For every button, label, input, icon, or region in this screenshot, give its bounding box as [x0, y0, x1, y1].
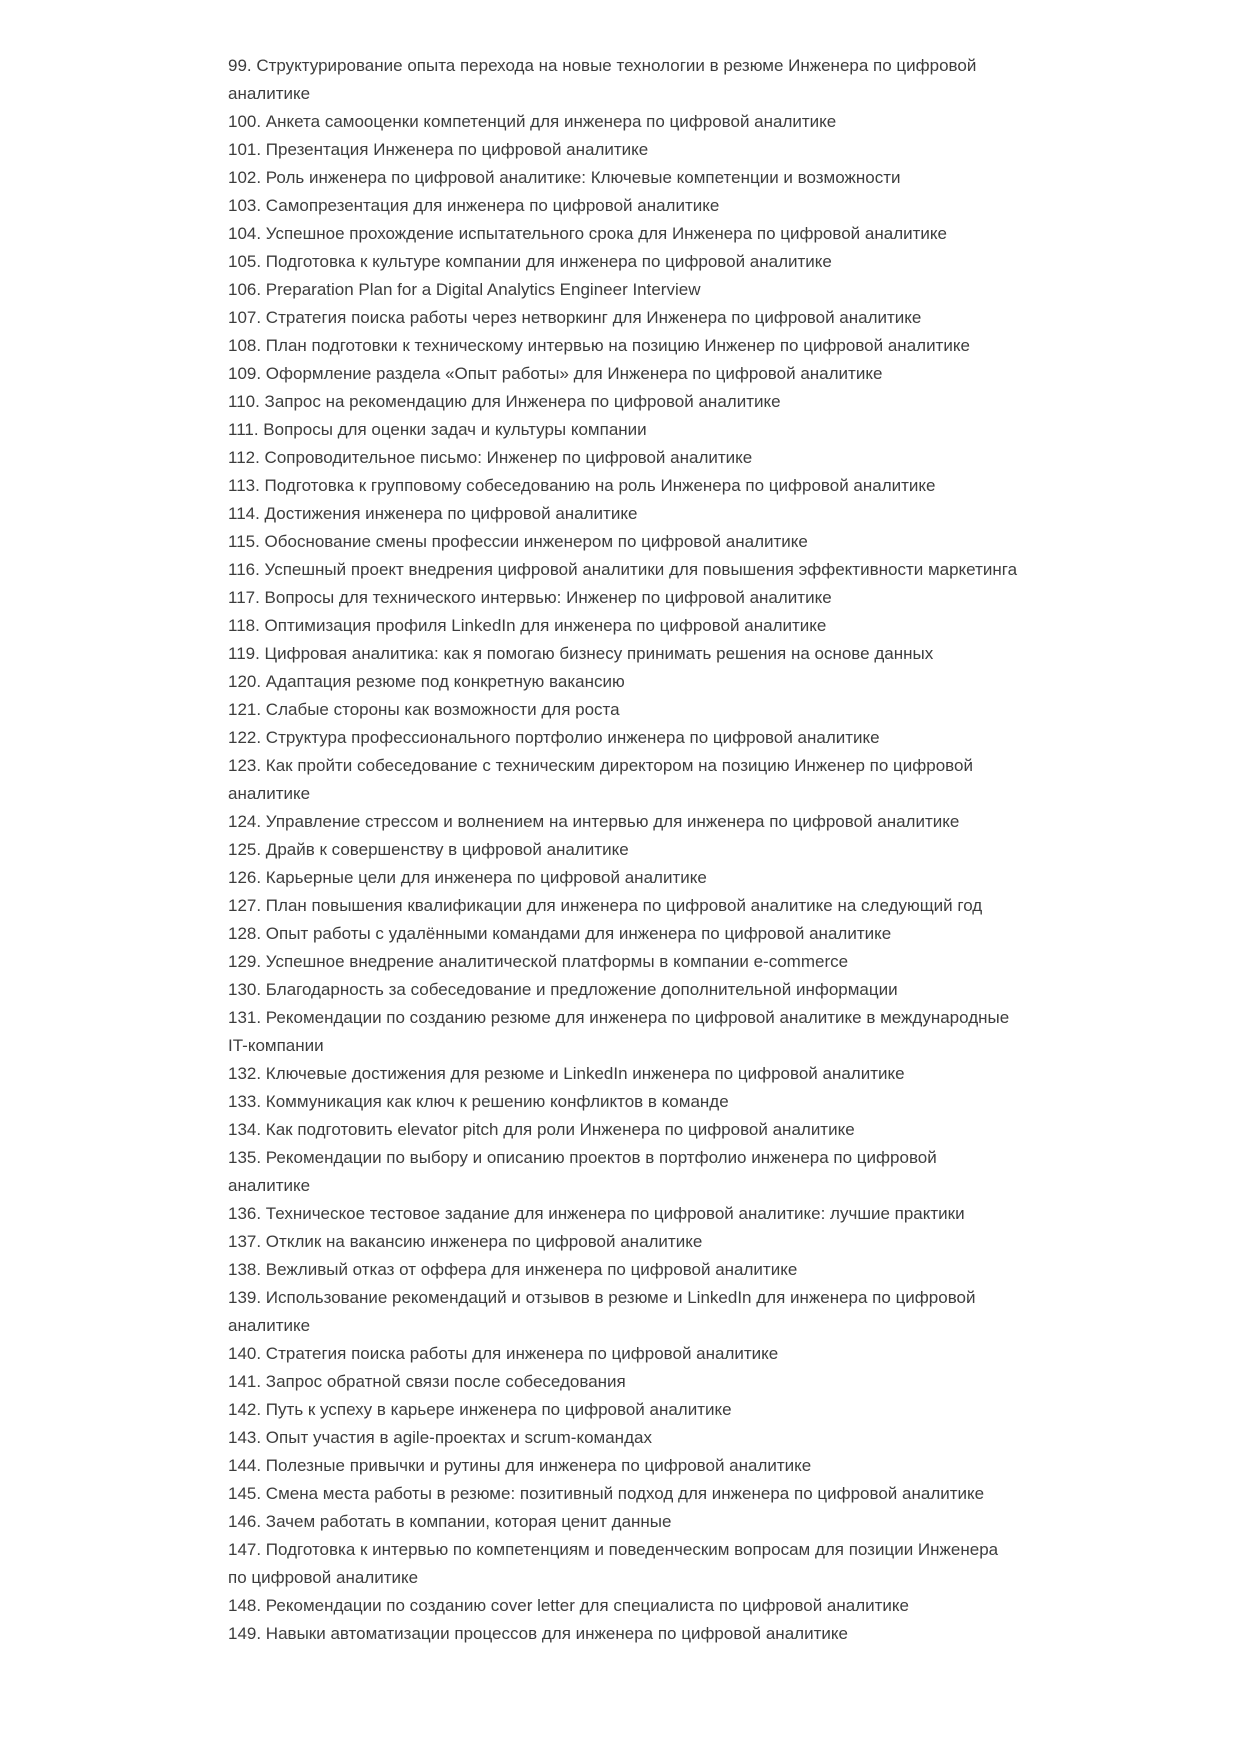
- list-item: 107. Стратегия поиска работы через нетворкинг для Инженера по цифровой аналитике: [228, 308, 922, 327]
- list-item: 115. Обоснование смены профессии инженером по цифровой аналитике: [228, 532, 808, 551]
- list-item: 108. План подготовки к техническому интервью на позицию Инженер по цифровой аналитике: [228, 336, 970, 355]
- list-item: 127. План повышения квалификации для инженера по цифровой аналитике на следующий год: [228, 896, 983, 915]
- list-item: 113. Подготовка к групповому собеседованию на роль Инженера по цифровой аналитике: [228, 476, 936, 495]
- list-item: 128. Опыт работы с удалёнными командами для инженера по цифровой аналитике: [228, 924, 892, 943]
- list-item: 148. Рекомендации по созданию cover letter для специалиста по цифровой аналитике: [228, 1596, 910, 1615]
- list-item: 141. Запрос обратной связи после собеседования: [228, 1372, 626, 1391]
- list-item: 133. Коммуникация как ключ к решению конфликтов в команде: [228, 1092, 729, 1111]
- list-item: 149. Навыки автоматизации процессов для инженера по цифровой аналитике: [228, 1624, 848, 1643]
- list-item: 138. Вежливый отказ от оффера для инженера по цифровой аналитике: [228, 1260, 798, 1279]
- list-item: 105. Подготовка к культуре компании для инженера по цифровой аналитике: [228, 252, 832, 271]
- list-item: 143. Опыт участия в agile-проектах и scrum-командах: [228, 1428, 652, 1447]
- list-item: 139. Использование рекомендаций и отзывов в резюме и LinkedIn для инженера по цифровой аналитике: [228, 1288, 976, 1335]
- list-item: 122. Структура профессионального портфолио инженера по цифровой аналитике: [228, 728, 880, 747]
- list-item: 144. Полезные привычки и рутины для инженера по цифровой аналитике: [228, 1456, 812, 1475]
- list-item: 109. Оформление раздела «Опыт работы» для Инженера по цифровой аналитике: [228, 364, 883, 383]
- list-item: 146. Зачем работать в компании, которая ценит данные: [228, 1512, 672, 1531]
- list-item: 121. Слабые стороны как возможности для роста: [228, 700, 620, 719]
- list-item: 125. Драйв к совершенству в цифровой аналитике: [228, 840, 629, 859]
- list-item: 119. Цифровая аналитика: как я помогаю бизнесу принимать решения на основе данных: [228, 644, 934, 663]
- numbered-list: [228, 52, 1018, 1648]
- list-item: 130. Благодарность за собеседование и предложение дополнительной информации: [228, 980, 898, 999]
- list-item: 99. Структурирование опыта перехода на новые технологии в резюме Инженера по цифровой аналитике: [228, 56, 977, 103]
- list-item: 106. Preparation Plan for a Digital Analytics Engineer Interview: [228, 280, 701, 299]
- list-item: 100. Анкета самооценки компетенций для инженера по цифровой аналитике: [228, 112, 837, 131]
- list-item: 135. Рекомендации по выбору и описанию проектов в портфолио инженера по цифровой аналитике: [228, 1148, 937, 1195]
- list-item: 117. Вопросы для технического интервью: Инженер по цифровой аналитике: [228, 588, 832, 607]
- list-item: 112. Сопроводительное письмо: Инженер по цифровой аналитике: [228, 448, 753, 467]
- list-item: 101. Презентация Инженера по цифровой аналитике: [228, 140, 649, 159]
- list-item: 126. Карьерные цели для инженера по цифровой аналитике: [228, 868, 707, 887]
- list-item: 104. Успешное прохождение испытательного срока для Инженера по цифровой аналитике: [228, 224, 947, 243]
- list-item: 147. Подготовка к интервью по компетенциям и поведенческим вопросам для позиции Инженера по цифровой аналитике: [228, 1540, 999, 1587]
- list-item: 137. Отклик на вакансию инженера по цифровой аналитике: [228, 1232, 703, 1251]
- list-item: 123. Как пройти собеседование с техническим директором на позицию Инженер по цифровой аналитике: [228, 756, 973, 803]
- list-item: 140. Стратегия поиска работы для инженера по цифровой аналитике: [228, 1344, 779, 1363]
- list-item: 103. Самопрезентация для инженера по цифровой аналитике: [228, 196, 720, 215]
- list-item: 110. Запрос на рекомендацию для Инженера по цифровой аналитике: [228, 392, 781, 411]
- list-item: 131. Рекомендации по созданию резюме для инженера по цифровой аналитике в международные IT-компании: [228, 1008, 1010, 1055]
- list-item: 145. Смена места работы в резюме: позитивный подход для инженера по цифровой аналитике: [228, 1484, 985, 1503]
- list-item: 118. Оптимизация профиля LinkedIn для инженера по цифровой аналитике: [228, 616, 827, 635]
- list-item: 142. Путь к успеху в карьере инженера по цифровой аналитике: [228, 1400, 732, 1419]
- list-item: 134. Как подготовить elevator pitch для роли Инженера по цифровой аналитике: [228, 1120, 855, 1139]
- list-item: 120. Адаптация резюме под конкретную вакансию: [228, 672, 625, 691]
- list-item: 116. Успешный проект внедрения цифровой аналитики для повышения эффективности маркетинга: [228, 560, 1018, 579]
- list-item: 114. Достижения инженера по цифровой аналитике: [228, 504, 638, 523]
- list-item: 136. Техническое тестовое задание для инженера по цифровой аналитике: лучшие практики: [228, 1204, 965, 1223]
- list-item: 111. Вопросы для оценки задач и культуры компании: [228, 420, 647, 439]
- list-item: 132. Ключевые достижения для резюме и LinkedIn инженера по цифровой аналитике: [228, 1064, 905, 1083]
- list-item: 102. Роль инженера по цифровой аналитике: Ключевые компетенции и возможности: [228, 168, 901, 187]
- list-item: 124. Управление стрессом и волнением на интервью для инженера по цифровой аналитике: [228, 812, 960, 831]
- list-item: 129. Успешное внедрение аналитической платформы в компании e-commerce: [228, 952, 849, 971]
